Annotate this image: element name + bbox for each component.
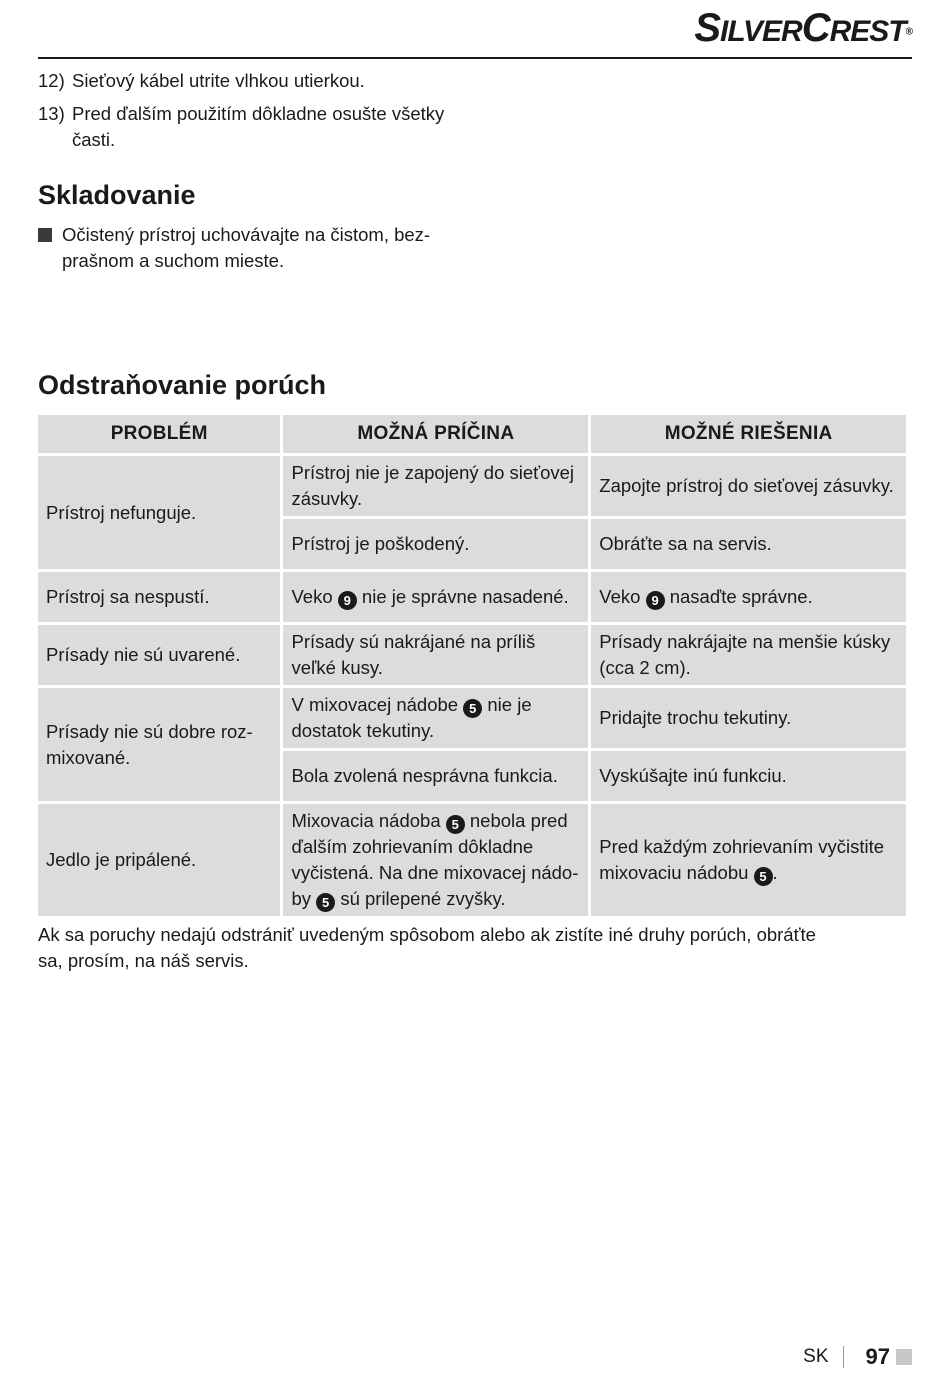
cause-cell: Mixovacia nádoba 5 nebola pred ďalším zohrievaním dôkladne vyčistená. Na dne mixovacej nádo-by 5 sú prilepené zvyšky.	[283, 804, 588, 916]
troubleshooting-heading: Odstraňovanie porúch	[38, 370, 327, 400]
troubleshooting-table	[35, 412, 909, 919]
part-number-badge: 5	[446, 815, 465, 834]
cause-cell: Prístroj nie je zapojený do sieťovej zásuvky.	[283, 456, 588, 516]
page-number: 97	[865, 1344, 890, 1369]
table-row	[38, 625, 906, 685]
solution-cell: Veko 9 nasaďte správne.	[591, 572, 906, 622]
solution-cell: Obráťte sa na servis.	[591, 519, 906, 569]
table-row	[38, 804, 906, 916]
step-13: 13) Pred ďalším použitím dôkladne osušte všetky časti.	[38, 103, 445, 150]
column-header-problem: PROBLÉM	[38, 415, 280, 453]
problem-cell: Jedlo je pripálené.	[38, 804, 280, 916]
column-header-cause: MOŽNÁ PRÍČINA	[283, 415, 588, 453]
table-row	[38, 456, 906, 516]
cause-cell: Prístroj je poškodený.	[283, 519, 588, 569]
cause-cell: Bola zvolená nesprávna funkcia.	[283, 751, 588, 801]
table-header-row	[38, 415, 906, 453]
solution-cell: Prísady nakrájajte na menšie kúsky (cca 2 cm).	[591, 625, 906, 685]
part-number-badge: 9	[338, 591, 357, 610]
problem-cell: Prísady nie sú dobre roz-mixované.	[38, 688, 280, 801]
part-number-badge: 5	[754, 867, 773, 886]
brand-logo: SILVERCREST®	[694, 6, 912, 50]
part-number-badge: 9	[646, 591, 665, 610]
column-header-solution: MOŽNÉ RIEŠENIA	[591, 415, 906, 453]
storage-bullet: Očistený prístroj uchovávajte na čistom, bez- prašnom a suchom mieste.	[38, 222, 458, 274]
table-row	[38, 688, 906, 748]
solution-cell: Pridajte trochu tekutiny.	[591, 688, 906, 748]
problem-cell: Prístroj nefunguje.	[38, 456, 280, 569]
storage-heading: Skladovanie	[38, 180, 196, 210]
part-number-badge: 5	[463, 699, 482, 718]
step-12: 12) Sieťový kábel utrite vlhkou utierkou.	[38, 70, 365, 91]
part-number-badge: 5	[316, 893, 335, 912]
page-marker-block	[896, 1349, 912, 1365]
closing-paragraph: Ak sa poruchy nedajú odstrániť uvedeným spôsobom alebo ak zistíte iné druhy porúch, obráťte sa, prosím, na náš servis.	[38, 924, 816, 971]
language-code: SK	[803, 1346, 829, 1367]
cause-cell: V mixovacej nádobe 5 nie je dostatok tekutiny.	[283, 688, 588, 748]
problem-cell: Prístroj sa nespustí.	[38, 572, 280, 622]
cause-cell: Veko 9 nie je správne nasadené.	[283, 572, 588, 622]
page-footer	[803, 1344, 912, 1370]
bullet-square-icon	[38, 228, 52, 242]
footer-divider	[843, 1346, 844, 1368]
solution-cell: Zapojte prístroj do sieťovej zásuvky.	[591, 456, 906, 516]
problem-cell: Prísady nie sú uvarené.	[38, 625, 280, 685]
solution-cell: Vyskúšajte inú funkciu.	[591, 751, 906, 801]
solution-cell: Pred každým zohrievaním vyčistite mixovaciu nádobu 5 .	[591, 804, 906, 916]
table-row	[38, 572, 906, 622]
header-rule	[38, 57, 912, 59]
cause-cell: Prísady sú nakrájané na príliš veľké kusy.	[283, 625, 588, 685]
